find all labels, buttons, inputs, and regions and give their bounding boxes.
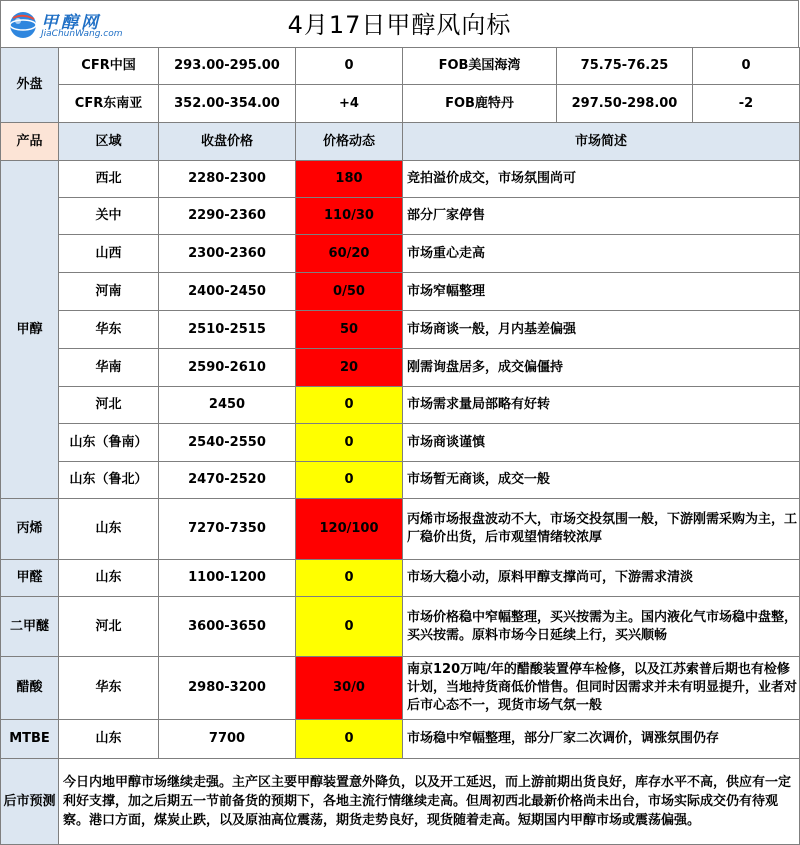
change-cell: 0/50 [296, 273, 403, 311]
region-cell: 西北 [59, 161, 159, 198]
table-row [1, 198, 800, 235]
table-row [1, 273, 800, 311]
table-row [1, 462, 800, 499]
header-change: 价格动态 [296, 123, 403, 161]
summary-cell: 市场需求量局部略有好转 [403, 387, 800, 424]
external-price: 352.00-354.00 [159, 85, 296, 123]
price-cell: 7270-7350 [159, 499, 296, 560]
forecast-row [1, 759, 800, 845]
table-row [1, 560, 800, 597]
table-row [1, 311, 800, 349]
logo-url: JiaChunWang.com [41, 29, 123, 39]
summary-cell: 丙烯市场报盘波动不大，市场交投氛围一般，下游刚需采购为主，工厂稳价出货，后市观望情绪较浓厚 [403, 499, 800, 560]
external-change: 0 [296, 48, 403, 85]
change-cell: 0 [296, 720, 403, 759]
price-cell: 2510-2515 [159, 311, 296, 349]
product-label: 丙烯 [1, 499, 59, 560]
price-cell: 3600-3650 [159, 597, 296, 657]
summary-cell: 市场商谈谨慎 [403, 424, 800, 462]
table-row [1, 387, 800, 424]
external-price: 297.50-298.00 [557, 85, 693, 123]
region-cell: 山东 [59, 560, 159, 597]
external-market: CFR中国 [59, 48, 159, 85]
change-cell: 30/0 [296, 657, 403, 720]
region-cell: 河北 [59, 597, 159, 657]
logo-name: 甲醇网 [41, 13, 101, 33]
change-cell: 0 [296, 560, 403, 597]
table-row [1, 424, 800, 462]
table-row [1, 161, 800, 198]
change-cell: 120/100 [296, 499, 403, 560]
summary-cell: 部分厂家停售 [403, 198, 800, 235]
header-region: 区域 [59, 123, 159, 161]
external-market: CFR东南亚 [59, 85, 159, 123]
external-price: 293.00-295.00 [159, 48, 296, 85]
external-row-1 [1, 48, 800, 85]
change-cell: 60/20 [296, 235, 403, 273]
price-cell: 2470-2520 [159, 462, 296, 499]
header-price: 收盘价格 [159, 123, 296, 161]
summary-cell: 市场重心走高 [403, 235, 800, 273]
price-cell: 2290-2360 [159, 198, 296, 235]
external-price: 75.75-76.25 [557, 48, 693, 85]
price-cell: 2450 [159, 387, 296, 424]
product-label: 二甲醚 [1, 597, 59, 657]
external-change: 0 [693, 48, 800, 85]
region-cell: 河南 [59, 273, 159, 311]
region-cell: 华东 [59, 311, 159, 349]
table-row [1, 597, 800, 657]
summary-cell: 市场暂无商谈，成交一般 [403, 462, 800, 499]
region-cell: 山东（鲁南） [59, 424, 159, 462]
table-header-row [1, 123, 800, 161]
region-cell: 华南 [59, 349, 159, 387]
summary-cell: 市场商谈一般，月内基差偏强 [403, 311, 800, 349]
external-label: 外盘 [1, 48, 59, 123]
price-cell: 2280-2300 [159, 161, 296, 198]
table-row [1, 720, 800, 759]
change-cell: 0 [296, 597, 403, 657]
table-row [1, 235, 800, 273]
price-cell: 2540-2550 [159, 424, 296, 462]
table-row [1, 349, 800, 387]
summary-cell: 刚需询盘居多，成交偏僵持 [403, 349, 800, 387]
price-cell: 7700 [159, 720, 296, 759]
summary-cell: 竞拍溢价成交，市场氛围尚可 [403, 161, 800, 198]
summary-cell: 南京120万吨/年的醋酸装置停车检修，以及江苏索普后期也有检修计划，当地持货商低价惜售。但同时因需求并未有明显提升，业者对后市心态不一，现货市场气氛一般 [403, 657, 800, 720]
summary-cell: 市场价格稳中窄幅整理，买兴按需为主。国内液化气市场稳中盘整，买兴按需。原料市场今日延续上行，买兴顺畅 [403, 597, 800, 657]
change-cell: 0 [296, 387, 403, 424]
change-cell: 0 [296, 462, 403, 499]
price-cell: 2300-2360 [159, 235, 296, 273]
market-table [0, 47, 800, 845]
external-row-2 [1, 85, 800, 123]
price-cell: 1100-1200 [159, 560, 296, 597]
price-cell: 2400-2450 [159, 273, 296, 311]
change-cell: 50 [296, 311, 403, 349]
product-label: MTBE [1, 720, 59, 759]
region-cell: 山西 [59, 235, 159, 273]
price-cell: 2980-3200 [159, 657, 296, 720]
forecast-text: 今日内地甲醇市场继续走强。主产区主要甲醇装置意外降负，以及开工延迟，而上游前期出货良好，库存水平不高，供应有一定利好支撑，加之后期五一节前备货的预期下，各地主流行情继续走高。但周初西北最新价格尚未出台，市场实际成交仍有待观察。港口方面，煤炭止跌，以及原油高位震荡，期货走势良好，现货随着走高。短期国内甲醇市场或震荡偏强。 [59, 759, 800, 845]
region-cell: 华东 [59, 657, 159, 720]
product-label: 甲醇 [1, 161, 59, 499]
region-cell: 山东 [59, 720, 159, 759]
table-row [1, 499, 800, 560]
price-cell: 2590-2610 [159, 349, 296, 387]
change-cell: 20 [296, 349, 403, 387]
header-product: 产品 [1, 123, 59, 161]
region-cell: 河北 [59, 387, 159, 424]
title-bar [0, 0, 799, 48]
summary-cell: 市场窄幅整理 [403, 273, 800, 311]
external-market: FOB美国海湾 [403, 48, 557, 85]
region-cell: 关中 [59, 198, 159, 235]
product-label: 甲醛 [1, 560, 59, 597]
page-title: 4月17日甲醇风向标 [287, 11, 512, 39]
table-row [1, 657, 800, 720]
external-market: FOB鹿特丹 [403, 85, 557, 123]
summary-cell: 市场大稳小动，原料甲醇支撑尚可，下游需求清淡 [403, 560, 800, 597]
header-summary: 市场简述 [403, 123, 800, 161]
change-cell: 180 [296, 161, 403, 198]
product-label: 醋酸 [1, 657, 59, 720]
region-cell: 山东（鲁北） [59, 462, 159, 499]
external-change: -2 [693, 85, 800, 123]
forecast-label: 后市预测 [1, 759, 59, 845]
region-cell: 山东 [59, 499, 159, 560]
change-cell: 110/30 [296, 198, 403, 235]
summary-cell: 市场稳中窄幅整理，部分厂家二次调价，调涨氛围仍存 [403, 720, 800, 759]
external-change: +4 [296, 85, 403, 123]
change-cell: 0 [296, 424, 403, 462]
